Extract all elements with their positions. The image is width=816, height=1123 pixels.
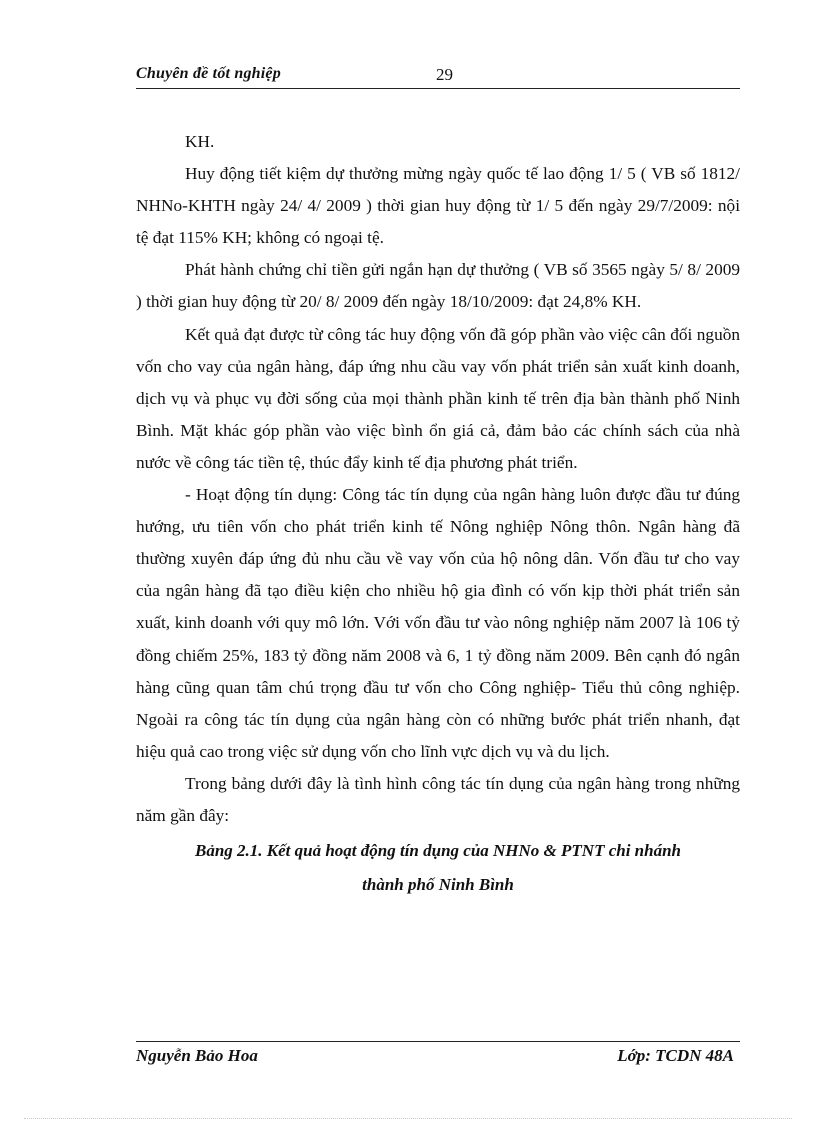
table-caption [136,834,740,902]
table-caption-line-1: Bảng 2.1. Kết quả hoạt động tín dụng của NHNo & PTNT chi nhánh [194,841,682,861]
page-bottom-divider [24,1118,792,1119]
paragraph-table-intro: Trong bảng dưới đây là tình hình công tác tín dụng của ngân hàng trong những năm gần đây: [136,773,740,825]
footer-author: Nguyễn Bảo Hoa [136,1046,258,1065]
footer-class: Lớp: TCDN 48A [617,1046,734,1065]
header-title: Chuyên đề tốt nghiệp [136,65,281,82]
body-text [136,126,740,902]
table-caption-line-2: thành phố Ninh Bình [362,875,514,895]
page-header [136,64,740,89]
paragraph-deposit-certificates: Phát hành chứng chỉ tiền gửi ngắn hạn dự thưởng ( VB số 3565 ngày 5/ 8/ 2009 ) thời gian huy động từ 20/ 8/ 2009 đến ngày 18/10/2009: đạt 24,8% KH. [136,260,740,312]
page-number: 29 [436,65,453,84]
paragraph-credit-activity: - Hoạt động tín dụng: Công tác tín dụng của ngân hàng luôn được đầu tư đúng hướng, ưu tiên vốn cho phát triển kinh tế Nông nghiệp Nông thôn. Ngân hàng đã thường xuyên đáp ứng đủ nhu cầu về vay vốn của hộ nông dân. Vốn đầu tư cho vay của ngân hàng đã tạo điều kiện cho nhiều hộ gia đình có vốn kịp thời phát triển sản xuất, kinh doanh với quy mô lớn. Với vốn đầu tư vào nông nghiệp năm 2007 là 106 tỷ đồng chiếm 25%, 183 tỷ đồng năm 2008 và 6, 1 tỷ đồng năm 2009. Bên cạnh đó ngân hàng cũng quan tâm chú trọng đầu tư vốn cho Công nghiệp- Tiểu thủ công nghiệp. Ngoài ra công tác tín dụng của ngân hàng còn có những bước phát triển nhanh, đạt hiệu quả cao trong việc sử dụng vốn cho lĩnh vực dịch vụ và du lịch. [136,485,740,761]
paragraph-mobilization-results: Kết quả đạt được từ công tác huy động vốn đã góp phần vào việc cân đối nguồn vốn cho vay của ngân hàng, đáp ứng nhu cầu vay vốn phát triển sản xuất kinh doanh, dịch vụ và phục vụ đời sống của mọi thành phần kinh tế trên địa bàn thành phố Ninh Bình. Mặt khác góp phần vào việc bình ổn giá cả, đảm bảo các chính sách của nhà nước về công tác tiền tệ, thúc đẩy kinh tế địa phương phát triển. [136,324,740,472]
paragraph-continuation: KH. [185,132,215,151]
page-footer [136,1041,740,1072]
paragraph-savings-campaign: Huy động tiết kiệm dự thưởng mừng ngày quốc tế lao động 1/ 5 ( VB số 1812/ NHNo-KHTH ngày 24/ 4/ 2009 ) thời gian huy động từ 1/ 5 đến ngày 29/7/2009: nội tệ đạt 115% KH; không có ngoại tệ. [136,164,740,248]
